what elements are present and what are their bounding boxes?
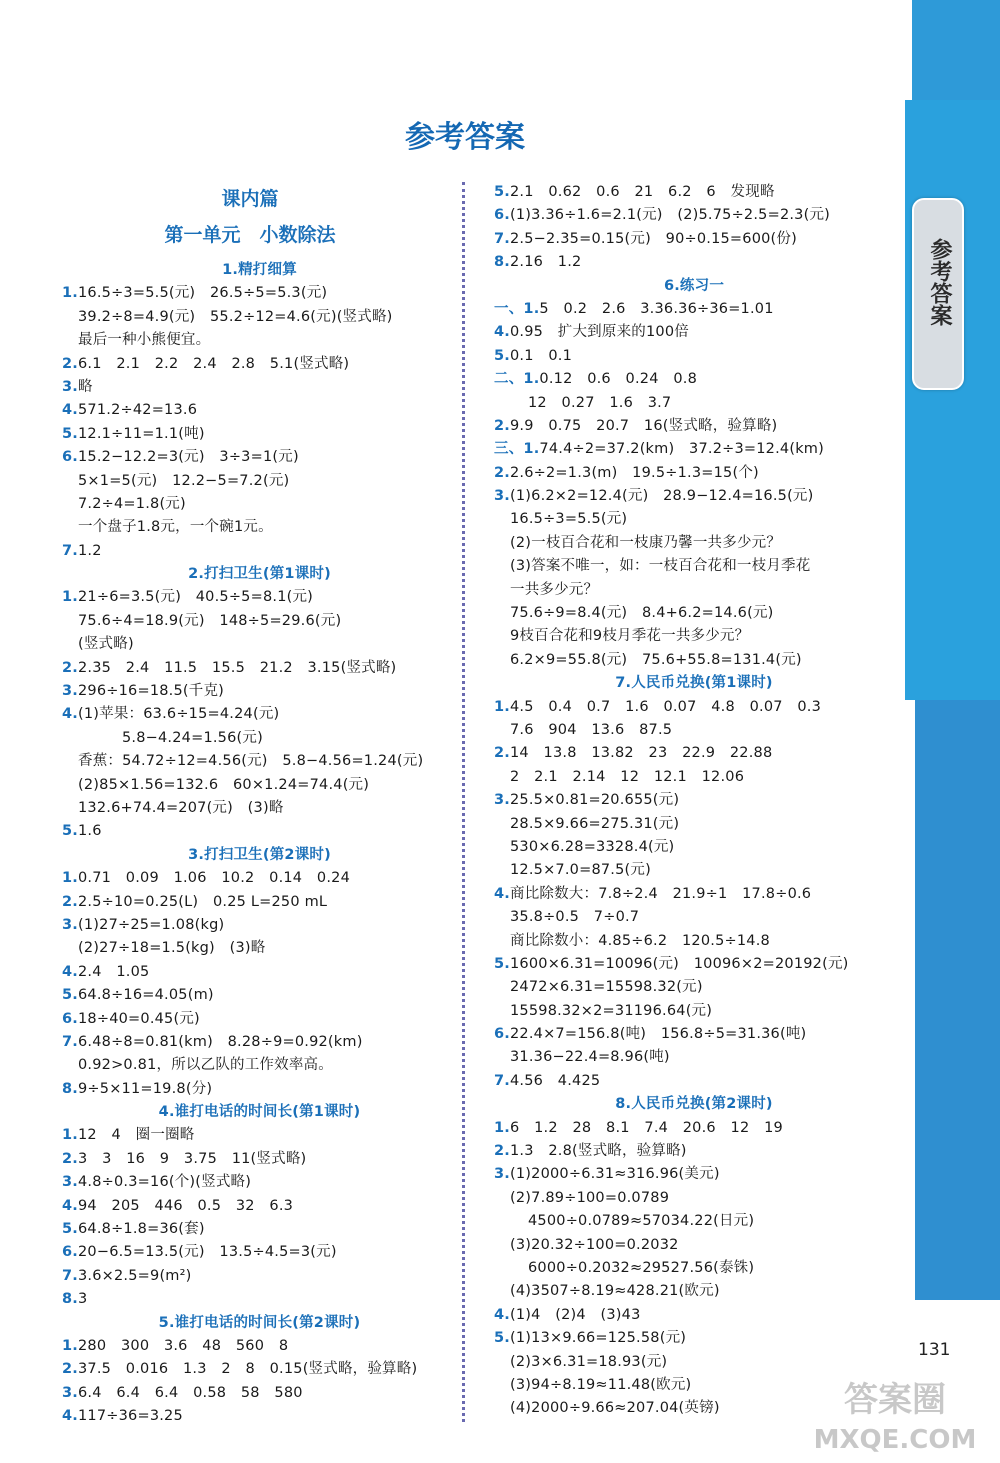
- answer-tab: [912, 198, 964, 390]
- unit-heading: 第一单元 小数除法: [164, 224, 336, 246]
- answer-line: [494, 532, 894, 555]
- answer-text: 2.1 0.62 0.6 21 6.2 6 发现略: [510, 184, 775, 200]
- answer-line: [494, 1187, 894, 1210]
- answer-line: [494, 1234, 894, 1257]
- answer-text: 16.5÷3=5.5(元) 26.5÷5=5.3(元): [78, 285, 328, 302]
- answer-text: 571.2÷42=13.6: [78, 402, 198, 419]
- answer-text: (1)2000÷6.31≈316.96(美元): [510, 1166, 720, 1183]
- answer-text: 15.2−12.2=3(元) 3÷3=1(元): [78, 449, 299, 466]
- answer-line: [494, 1304, 894, 1327]
- answer-line: [494, 368, 894, 391]
- answer-text: 0.95 扩大到原来的100倍: [510, 324, 689, 341]
- answer-line: [494, 976, 894, 999]
- question-number: 2.: [494, 745, 510, 762]
- side-band-middle: [905, 100, 1000, 700]
- answer-line: [62, 423, 457, 446]
- answer-text: 296÷16=18.5(千克): [78, 683, 225, 700]
- subsection-heading: 5.谁打电话的时间长(第2课时): [158, 1314, 361, 1331]
- answer-text: 5×1=5(元) 12.2−5=7.2(元): [78, 472, 290, 489]
- answer-line: [494, 1046, 894, 1069]
- answer-text: 6.2×9=55.8(元) 75.6+55.8=131.4(元): [510, 651, 802, 668]
- answer-line: [494, 1117, 894, 1140]
- question-number: 4.: [62, 706, 78, 723]
- answer-text: 75.6÷9=8.4(元) 8.4+6.2=14.6(元): [510, 605, 774, 622]
- question-number: 5.: [494, 347, 510, 364]
- answer-text: 6.4 6.4 6.4 0.58 58 580: [78, 1384, 303, 1401]
- question-number: 5.: [494, 955, 510, 972]
- answer-text: (竖式略): [78, 636, 134, 653]
- answer-text: 12 4 圈一圈略: [78, 1127, 195, 1144]
- answer-line: [62, 961, 457, 984]
- answer-text: 4.5 0.4 0.7 1.6 0.07 4.8 0.07 0.3: [510, 698, 822, 715]
- answer-line: [494, 555, 894, 578]
- question-number: 3.: [62, 1174, 78, 1191]
- answer-text: 530×6.28=3328.4(元): [510, 838, 675, 855]
- answer-text: 12 0.27 1.6 3.7: [528, 394, 672, 411]
- answer-text: 21÷6=3.5(元) 40.5÷5=8.1(元): [78, 589, 314, 606]
- answer-line: [62, 540, 457, 563]
- answer-text: (2)一枝百合花和一枝康乃馨一共多少元？: [510, 534, 782, 551]
- question-number: 7.: [62, 1033, 78, 1050]
- answer-text: 9.9 0.75 20.7 16(竖式略，验算略): [510, 417, 778, 434]
- question-number: 2.: [62, 1150, 78, 1167]
- answer-text: 18÷40=0.45(元): [78, 1010, 200, 1027]
- question-number: 一、1.: [494, 300, 540, 317]
- question-number: 4.: [62, 402, 78, 419]
- answer-text: 2.5÷10=0.25(L) 0.25 L=250 mL: [78, 893, 328, 910]
- answer-text: 2.16 1.2: [510, 254, 582, 271]
- answer-text: (1)3.36÷1.6=2.1(元) (2)5.75÷2.5=2.3(元): [510, 207, 831, 224]
- question-number: 1.: [494, 698, 510, 715]
- answer-text: 64.8÷1.8=36(套): [78, 1221, 205, 1238]
- answer-text: 2 2.1 2.14 12 12.1 12.06: [510, 768, 745, 785]
- side-band-top: [912, 0, 1000, 100]
- side-band-bottom: [915, 700, 1000, 1300]
- watermark: [800, 1380, 990, 1460]
- question-number: 7.: [62, 1267, 78, 1284]
- question-number: 1.: [62, 1337, 78, 1354]
- answer-line: [62, 914, 457, 937]
- answer-text: 6 1.2 28 8.1 7.4 20.6 12 19: [510, 1119, 783, 1136]
- answer-text: (1)苹果：63.6÷15=4.24(元): [78, 706, 280, 723]
- answer-line: [62, 820, 457, 843]
- answer-line: [62, 306, 457, 329]
- answer-line: [494, 906, 894, 929]
- answer-line: [62, 1008, 457, 1031]
- question-number: 2.: [62, 355, 78, 372]
- subsection-heading: 8.人民币兑换(第2课时): [615, 1096, 773, 1113]
- answer-line: [62, 1171, 457, 1194]
- question-number: 4.: [494, 1306, 510, 1323]
- answer-text: 6000÷0.2032≈29527.56(泰铢): [528, 1259, 755, 1276]
- answer-text: 2.4 1.05: [78, 963, 150, 980]
- answer-line: [62, 399, 457, 422]
- answer-line: [62, 633, 457, 656]
- page-title: 参考答案: [405, 120, 525, 155]
- answer-text: 一共多少元？: [510, 581, 599, 598]
- question-number: 5.: [494, 184, 510, 200]
- page-number: 131: [918, 1340, 951, 1360]
- answer-line: [62, 797, 457, 820]
- question-number: 2.: [62, 893, 78, 910]
- subsection-heading: 3.打扫卫生(第2课时): [188, 846, 331, 863]
- answer-tab-label: 参考答案: [927, 238, 952, 326]
- question-number: 2.: [494, 417, 510, 434]
- answer-text: 3.6×2.5=9(m²): [78, 1267, 192, 1284]
- answer-line: [62, 376, 457, 399]
- answer-text: 35.8÷0.5 7÷0.7: [510, 909, 640, 926]
- answer-line: [62, 610, 457, 633]
- left-column: [62, 259, 457, 1429]
- answer-line: [494, 1351, 894, 1374]
- answer-line: [494, 789, 894, 812]
- answer-text: (2)3×6.31=18.93(元): [510, 1353, 668, 1370]
- answer-text: 14 13.8 13.82 23 22.9 22.88: [510, 745, 773, 762]
- question-number: 5.: [62, 823, 78, 840]
- answer-line: [62, 1078, 457, 1101]
- answer-line: [494, 1000, 894, 1023]
- question-number: 1.: [62, 1127, 78, 1144]
- question-number: 4.: [62, 1197, 78, 1214]
- question-number: 二、1.: [494, 371, 540, 388]
- question-number: 三、1.: [494, 441, 540, 458]
- answer-line: [62, 1265, 457, 1288]
- answer-line: [494, 859, 894, 882]
- answer-text: 12.1÷11=1.1(吨): [78, 425, 205, 442]
- question-number: 6.: [62, 1010, 78, 1027]
- question-number: 6.: [62, 449, 78, 466]
- answer-text: 0.92>0.81，所以乙队的工作效率高。: [78, 1057, 333, 1074]
- answer-line: [62, 1195, 457, 1218]
- answer-text: 132.6+74.4=207(元) (3)略: [78, 799, 284, 816]
- answer-line: [494, 625, 894, 648]
- question-number: 3.: [62, 683, 78, 700]
- answer-text: 74.4÷2=37.2(km) 37.2÷3=12.4(km): [539, 441, 824, 458]
- answer-line: [62, 1054, 457, 1077]
- answer-text: (1)4 (2)4 (3)43: [510, 1306, 641, 1323]
- answer-line: [494, 930, 894, 953]
- answer-line: [62, 586, 457, 609]
- answer-text: 1.2: [78, 542, 102, 559]
- answer-line: [494, 438, 894, 461]
- answer-text: 4500÷0.0789≈57034.22(日元): [528, 1213, 755, 1230]
- answer-text: 2.6÷2=1.3(m) 19.5÷1.3=15(个): [510, 464, 759, 481]
- question-number: 6.: [494, 1026, 510, 1043]
- answer-line: [62, 1335, 457, 1358]
- question-number: 6.: [62, 1244, 78, 1261]
- answer-text: 1600×6.31=10096(元) 10096×2=20192(元): [510, 955, 849, 972]
- answer-line: [494, 953, 894, 976]
- question-number: 5.: [494, 1330, 510, 1347]
- answer-line: [494, 1140, 894, 1163]
- answer-line: [62, 750, 457, 773]
- answer-text: 7.6 904 13.6 87.5: [510, 721, 673, 738]
- answer-line: [62, 774, 457, 797]
- answer-text: 75.6÷4=18.9(元) 148÷5=29.6(元): [78, 612, 342, 629]
- answer-line: [494, 1280, 894, 1303]
- answer-text: 12.5×7.0=87.5(元): [510, 862, 651, 879]
- answer-line: [494, 1257, 894, 1280]
- answer-line: [62, 446, 457, 469]
- answer-line: [62, 891, 457, 914]
- answer-line: [62, 1031, 457, 1054]
- subsection-heading: 2.打扫卫生(第1课时): [188, 566, 331, 583]
- answer-line: [494, 602, 894, 625]
- answer-text: 9枝百合花和9枝月季花一共多少元？: [510, 628, 750, 645]
- answer-line: [62, 1241, 457, 1264]
- column-divider: [462, 182, 465, 1422]
- answer-line: [494, 181, 894, 204]
- answer-line: [494, 813, 894, 836]
- question-number: 2.: [62, 1361, 78, 1378]
- answer-text: 0.1 0.1: [510, 347, 573, 364]
- question-number: 7.: [62, 542, 78, 559]
- subsection-heading: 4.谁打电话的时间长(第1课时): [158, 1104, 361, 1121]
- question-number: 2.: [62, 659, 78, 676]
- answer-text: 商比除数小：4.85÷6.2 120.5÷14.8: [510, 932, 770, 949]
- question-number: 1.: [62, 589, 78, 606]
- answer-line: [494, 1163, 894, 1186]
- answer-line: [62, 657, 457, 680]
- question-number: 5.: [62, 1221, 78, 1238]
- answer-text: 3 3 16 9 3.75 11(竖式略): [78, 1150, 307, 1167]
- answer-line: [62, 703, 457, 726]
- answer-text: (2)85×1.56=132.6 60×1.24=74.4(元): [78, 776, 370, 793]
- answer-line: [494, 1210, 894, 1233]
- answer-line: [494, 508, 894, 531]
- answer-text: (3)94÷8.19≈11.48(欧元): [510, 1376, 692, 1393]
- answer-text: 117÷36=3.25: [78, 1408, 183, 1425]
- answer-text: 20−6.5=13.5(元) 13.5÷4.5=3(元): [78, 1244, 337, 1261]
- answer-line: [494, 462, 894, 485]
- answer-line: [62, 493, 457, 516]
- answer-text: 5 0.2 2.6 3.36.36÷36=1.01: [539, 300, 774, 317]
- answer-text: (2)7.89÷100=0.0789: [510, 1189, 670, 1206]
- answer-line: [62, 353, 457, 376]
- question-number: 3.: [494, 792, 510, 809]
- answer-text: 31.36−22.4=8.96(吨): [510, 1049, 670, 1066]
- answer-line: [494, 228, 894, 251]
- answer-line: [62, 984, 457, 1007]
- answer-text: 商比除数大：7.8÷2.4 21.9÷1 17.8÷0.6: [510, 885, 812, 902]
- question-number: 1.: [62, 870, 78, 887]
- answer-line: [494, 251, 894, 274]
- answer-line: [62, 680, 457, 703]
- answer-text: 4.56 4.425: [510, 1072, 601, 1089]
- answer-line: [62, 282, 457, 305]
- answer-line: [62, 1148, 457, 1171]
- question-number: 1.: [494, 1119, 510, 1136]
- answer-text: 0.12 0.6 0.24 0.8: [539, 371, 697, 388]
- answer-line: [62, 516, 457, 539]
- answer-line: [494, 298, 894, 321]
- answer-line: [494, 1023, 894, 1046]
- question-number: 3.: [494, 1166, 510, 1183]
- answer-text: 16.5÷3=5.5(元): [510, 511, 628, 528]
- answer-text: 0.71 0.09 1.06 10.2 0.14 0.24: [78, 870, 351, 887]
- answer-text: 7.2÷4=1.8(元): [78, 495, 186, 512]
- answer-text: (1)6.2×2=12.4(元) 28.9−12.4=16.5(元): [510, 488, 814, 505]
- answer-text: (4)3507÷8.19≈428.21(欧元): [510, 1283, 720, 1300]
- answer-line: [494, 1327, 894, 1350]
- answer-text: 1.6: [78, 823, 102, 840]
- answer-line: [494, 392, 894, 415]
- answer-line: [494, 766, 894, 789]
- answer-line: [494, 883, 894, 906]
- answer-line: [494, 836, 894, 859]
- watermark-logo: 答案圈: [844, 1380, 946, 1420]
- answer-text: 22.4×7=156.8(吨) 156.8÷5=31.36(吨): [510, 1026, 807, 1043]
- question-number: 3.: [62, 378, 78, 395]
- answer-text: 1.3 2.8(竖式略，验算略): [510, 1143, 687, 1160]
- question-number: 8.: [494, 254, 510, 271]
- question-number: 2.: [494, 464, 510, 481]
- answer-line: [62, 1288, 457, 1311]
- answer-line: [62, 1218, 457, 1241]
- answer-text: 6.1 2.1 2.2 2.4 2.8 5.1(竖式略): [78, 355, 350, 372]
- answer-line: [62, 470, 457, 493]
- question-number: 8.: [62, 1080, 78, 1097]
- answer-text: 2472×6.31=15598.32(元): [510, 979, 703, 996]
- answer-text: 2.35 2.4 11.5 15.5 21.2 3.15(竖式略): [78, 659, 397, 676]
- question-number: 2.: [494, 1143, 510, 1160]
- subsection-heading: 6.练习一: [663, 277, 725, 294]
- question-number: 3.: [494, 488, 510, 505]
- answer-line: [494, 1070, 894, 1093]
- question-number: 8.: [62, 1291, 78, 1308]
- answer-text: 6.48÷8=0.81(km) 8.28÷9=0.92(km): [78, 1033, 363, 1050]
- answer-text: (4)2000÷9.66≈207.04(英镑): [510, 1400, 720, 1417]
- answer-line: [62, 1358, 457, 1381]
- answer-text: 28.5×9.66=275.31(元): [510, 815, 680, 832]
- answer-text: 2.5−2.35=0.15(元) 90÷0.15=600(份): [510, 230, 797, 247]
- watermark-url: MXQE.COM: [813, 1425, 977, 1455]
- question-number: 6.: [494, 207, 510, 224]
- answer-text: 5.8−4.24=1.56(元): [122, 729, 263, 746]
- answer-text: (2)27÷18=1.5(kg) (3)略: [78, 940, 266, 957]
- answer-text: (3)20.32÷100=0.2032: [510, 1236, 679, 1253]
- answer-text: 略: [78, 378, 93, 395]
- answer-text: 最后一种小熊便宜。: [78, 332, 211, 349]
- answer-text: 25.5×0.81=20.655(元): [510, 792, 680, 809]
- answer-line: [62, 727, 457, 750]
- answer-line: [62, 867, 457, 890]
- question-number: 5.: [62, 425, 78, 442]
- question-number: 5.: [62, 987, 78, 1004]
- question-number: 4.: [62, 1408, 78, 1425]
- answer-line: [494, 719, 894, 742]
- answer-line: [494, 696, 894, 719]
- subsection-heading: 1.精打细算: [222, 262, 297, 278]
- answer-text: 94 205 446 0.5 32 6.3: [78, 1197, 294, 1214]
- question-number: 7.: [494, 230, 510, 247]
- answer-line: [494, 742, 894, 765]
- question-number: 3.: [62, 1384, 78, 1401]
- answer-text: (1)27÷25=1.08(kg): [78, 916, 225, 933]
- subsection-heading: 7.人民币兑换(第1课时): [615, 675, 773, 692]
- answer-line: [62, 1405, 457, 1428]
- answer-text: 39.2÷8=4.9(元) 55.2÷12=4.6(元)(竖式略): [78, 308, 393, 325]
- answer-text: (1)13×9.66=125.58(元): [510, 1330, 687, 1347]
- question-number: 1.: [62, 285, 78, 302]
- answer-line: [494, 579, 894, 602]
- answer-line: [62, 1124, 457, 1147]
- answer-line: [494, 415, 894, 438]
- question-number: 7.: [494, 1072, 510, 1089]
- answer-line: [62, 937, 457, 960]
- answer-text: 280 300 3.6 48 560 8: [78, 1337, 289, 1354]
- answer-text: 3: [78, 1291, 88, 1308]
- question-number: 4.: [62, 963, 78, 980]
- right-column: [494, 181, 894, 1421]
- answer-line: [494, 345, 894, 368]
- answer-line: [494, 204, 894, 227]
- answer-line: [494, 485, 894, 508]
- answer-text: 64.8÷16=4.05(m): [78, 987, 214, 1004]
- answer-text: 15598.32×2=31196.64(元): [510, 1002, 713, 1019]
- answer-text: 4.8÷0.3=16(个)(竖式略): [78, 1174, 252, 1191]
- question-number: 4.: [494, 324, 510, 341]
- answer-text: 一个盘子1.8元，一个碗1元。: [78, 519, 273, 536]
- answer-line: [494, 321, 894, 344]
- answer-text: 37.5 0.016 1.3 2 8 0.15(竖式略，验算略): [78, 1361, 418, 1378]
- question-number: 3.: [62, 916, 78, 933]
- answer-text: 香蕉：54.72÷12=4.56(元) 5.8−4.56=1.24(元): [78, 753, 424, 770]
- answer-line: [494, 649, 894, 672]
- answer-line: [62, 1382, 457, 1405]
- answer-line: [62, 329, 457, 352]
- answer-text: 9÷5×11=19.8(分): [78, 1080, 213, 1097]
- section-heading: 课内篇: [221, 188, 279, 210]
- answer-text: (3)答案不唯一，如：一枝百合花和一枝月季花: [510, 558, 811, 575]
- question-number: 4.: [494, 885, 510, 902]
